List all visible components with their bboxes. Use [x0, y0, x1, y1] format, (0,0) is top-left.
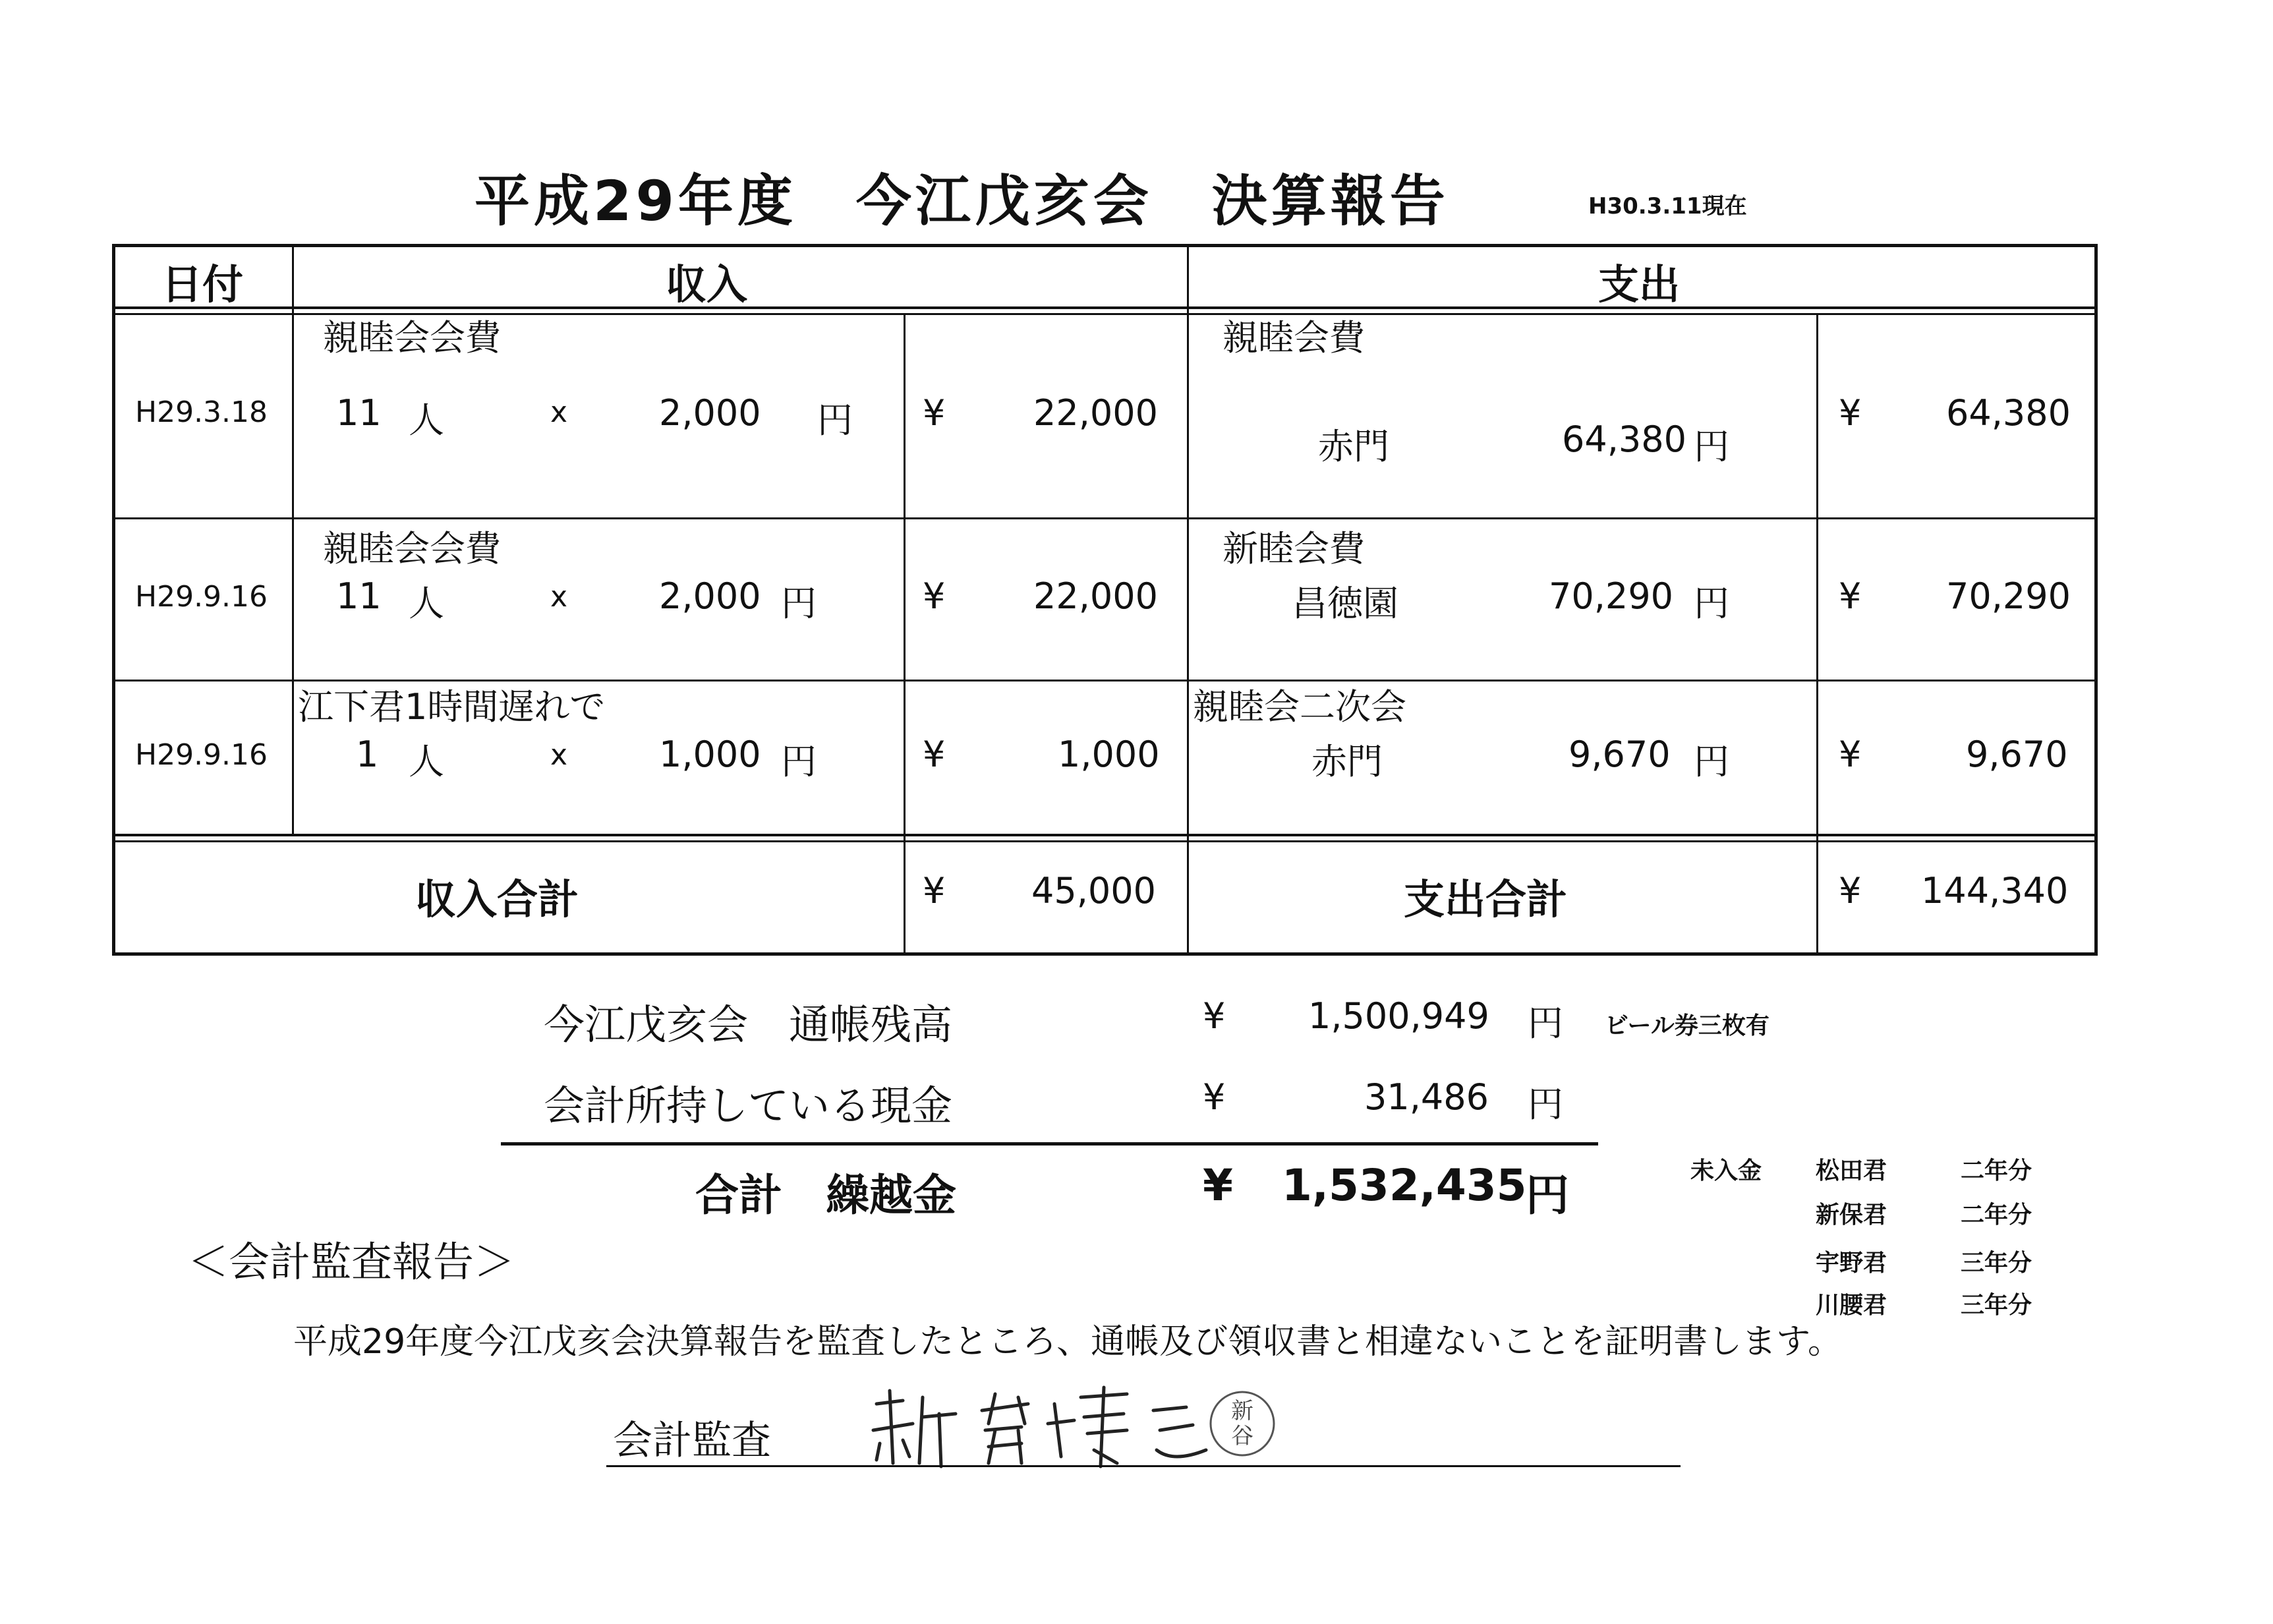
row3-income-amount: 1,000 — [1058, 734, 1160, 775]
row2-times: x — [550, 580, 568, 614]
row2-expense-title: 新睦会費 — [1223, 528, 1365, 569]
carry-over-amount: 1,532,435 — [1282, 1160, 1527, 1211]
expense-total-currency: ¥ — [1839, 870, 1862, 912]
row2-unit: 人 — [409, 583, 444, 624]
row3-expense-title: 親睦会二次会 — [1193, 686, 1406, 728]
cash-on-hand-yen: 円 — [1528, 1084, 1563, 1125]
cash-on-hand-currency: ¥ — [1203, 1076, 1226, 1118]
row-rule-3 — [115, 834, 2094, 836]
unpaid-member-period: 二年分 — [1961, 1202, 2032, 1229]
row1-price: 2,000 — [659, 392, 761, 434]
row3-unit: 人 — [409, 741, 444, 782]
page-title: 平成29年度 今江戊亥会 決算報告 — [475, 169, 1449, 233]
row1-expense-title: 親睦会費 — [1223, 317, 1365, 359]
row1-expense-amount: 64,380 — [1946, 392, 2071, 434]
row3-price-yen: 円 — [781, 741, 817, 782]
row3-income-currency: ¥ — [923, 734, 946, 775]
row-rule-1 — [115, 517, 2094, 519]
row1-income-currency: ¥ — [923, 392, 946, 434]
row2-income-amount: 22,000 — [1033, 575, 1158, 617]
row3-expense-yen: 円 — [1694, 741, 1729, 782]
row1-unit: 人 — [409, 399, 444, 441]
signature-line — [606, 1465, 1681, 1467]
header-date: 日付 — [161, 260, 244, 308]
row2-expense-amount: 70,290 — [1946, 575, 2071, 617]
cash-on-hand-amount: 31,486 — [1364, 1076, 1489, 1118]
row1-expense-place: 赤門 — [1318, 426, 1389, 467]
row3-expense-detail-amount: 9,670 — [1568, 734, 1671, 775]
as-of-date: H30.3.11現在 — [1588, 193, 1747, 219]
signature-drawing — [863, 1378, 1285, 1476]
audit-statement: 平成29年度今江戊亥会決算報告を監査したところ、通帳及び領収書と相違ないことを証明書します。 — [293, 1322, 1843, 1362]
carry-over-currency: ¥ — [1203, 1160, 1233, 1211]
expense-total: 144,340 — [1921, 870, 2069, 912]
cash-on-hand-label: 会計所持している現金 — [544, 1082, 953, 1130]
unpaid-member-name: 松田君 — [1816, 1157, 1887, 1184]
unpaid-member-period: 二年分 — [1961, 1157, 2032, 1184]
col-rule-mid — [1187, 247, 1189, 956]
row3-expense-amount: 9,670 — [1966, 734, 2068, 775]
auditor-label: 会計監査 — [613, 1418, 771, 1464]
bank-balance-yen: 円 — [1528, 1002, 1563, 1044]
row2-expense-detail-amount: 70,290 — [1549, 575, 1673, 617]
row1-date: H29.3.18 — [135, 395, 268, 429]
header-income: 収入 — [666, 260, 748, 308]
row-rule-4 — [115, 840, 2094, 842]
bank-balance-amount: 1,500,949 — [1308, 995, 1489, 1037]
carry-over-label: 合計 繰越金 — [695, 1170, 956, 1221]
header-rule — [115, 306, 2094, 309]
audit-heading: ＜会計監査報告＞ — [188, 1238, 515, 1286]
row1-count: 11 — [336, 392, 382, 434]
seal-text-2: 谷 — [1231, 1423, 1253, 1449]
row1-expense-yen: 円 — [1694, 426, 1729, 467]
col-rule-income-amount — [904, 313, 906, 956]
row2-expense-currency: ¥ — [1839, 575, 1862, 617]
row3-price: 1,000 — [659, 734, 761, 775]
row3-count: 1 — [356, 734, 379, 775]
sum-rule — [501, 1142, 1598, 1146]
bank-balance-currency: ¥ — [1203, 995, 1226, 1037]
unpaid-member-name: 川腰君 — [1816, 1292, 1887, 1319]
unpaid-member-name: 新保君 — [1816, 1202, 1887, 1229]
income-total: 45,000 — [1031, 870, 1156, 912]
seal-text-1: 新 — [1231, 1398, 1253, 1424]
col-rule-date — [292, 247, 294, 836]
row2-price-yen: 円 — [781, 583, 817, 624]
header-expense: 支出 — [1598, 260, 1681, 308]
row2-date: H29.9.16 — [135, 580, 268, 614]
row1-expense-currency: ¥ — [1839, 392, 1862, 434]
row2-price: 2,000 — [659, 575, 761, 617]
row1-income-title: 親睦会会費 — [323, 317, 501, 359]
row1-income-amount: 22,000 — [1033, 392, 1158, 434]
row1-times: x — [550, 395, 568, 429]
row2-expense-yen: 円 — [1694, 583, 1729, 624]
row2-income-title: 親睦会会費 — [323, 528, 501, 569]
unpaid-member-period: 三年分 — [1961, 1250, 2032, 1277]
row1-expense-detail-amount: 64,380 — [1562, 419, 1686, 460]
row2-expense-place: 昌徳園 — [1292, 583, 1398, 624]
expense-total-label: 支出合計 — [1404, 875, 1568, 923]
auditor-signature — [863, 1378, 1285, 1476]
income-total-label: 収入合計 — [415, 875, 579, 923]
unpaid-member-name: 宇野君 — [1816, 1250, 1887, 1277]
unpaid-label: 未入金 — [1690, 1157, 1762, 1184]
income-total-currency: ¥ — [923, 870, 946, 912]
row2-count: 11 — [336, 575, 382, 617]
carry-over-yen: 円 — [1526, 1170, 1569, 1221]
row3-expense-place: 赤門 — [1311, 741, 1383, 782]
unpaid-member-period: 三年分 — [1961, 1292, 2032, 1319]
row3-income-title: 江下君1時間遅れで — [298, 686, 606, 728]
beer-ticket-note: ビール券三枚有 — [1605, 1012, 1769, 1039]
row3-times: x — [550, 738, 568, 772]
row1-price-yen: 円 — [817, 399, 853, 441]
row3-expense-currency: ¥ — [1839, 734, 1862, 775]
row2-income-currency: ¥ — [923, 575, 946, 617]
row3-date: H29.9.16 — [135, 738, 268, 772]
bank-balance-label: 今江戊亥会 通帳残高 — [544, 1000, 953, 1049]
col-rule-expense-amount — [1816, 313, 1818, 956]
